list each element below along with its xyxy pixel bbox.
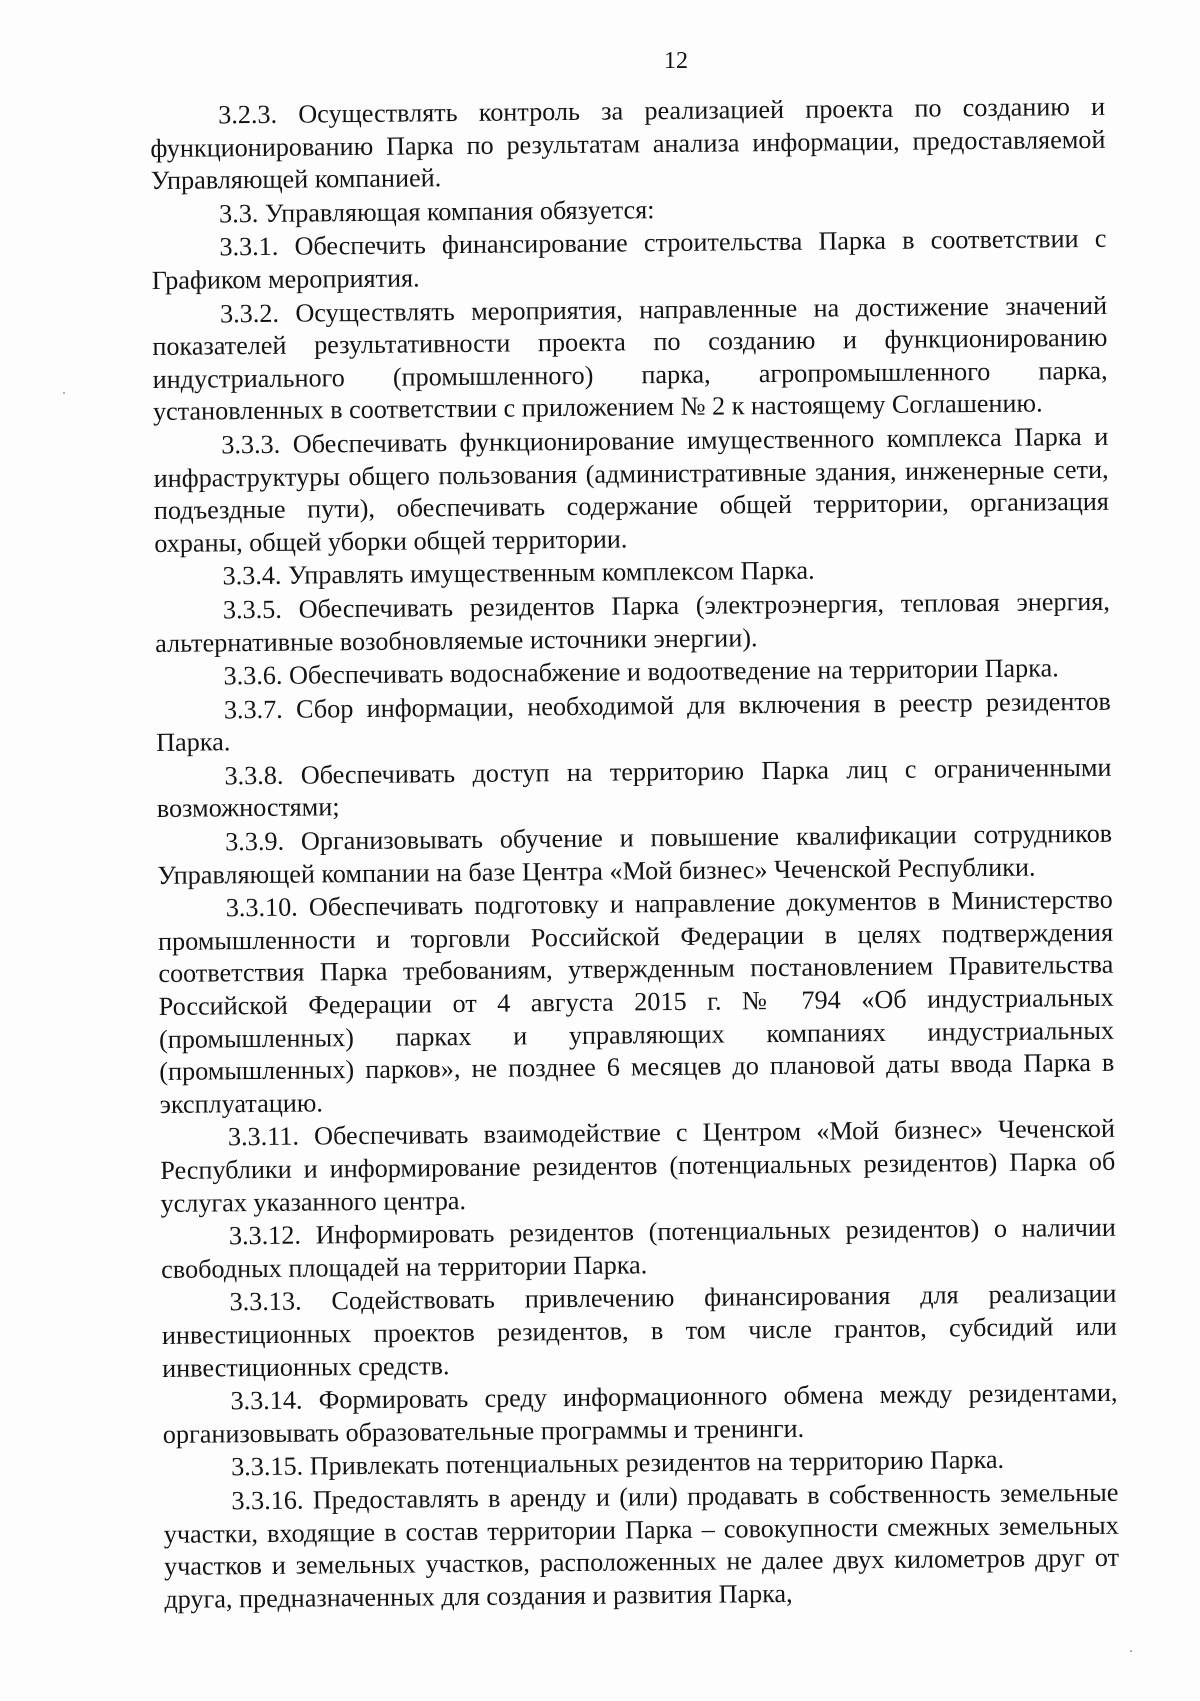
paragraph-3-3-2: 3.3.2. Осуществлять мероприятия, направленные на достижение значений показателей результативности проекта по созданию и функционированию индустриального (промышленного) парка, агропромышленного парка, установленных в соответствии с приложением № 2 к настоящему Соглашению. (152, 290, 1108, 427)
paragraph-3-3-4: 3.3.4. Управлять имущественным комплексом Парка. (222, 555, 815, 591)
paragraph-3-3-15: 3.3.15. Привлекать потенциальных резидентов на территорию Парка. (230, 1445, 1005, 1482)
paragraph-3-3-14: 3.3.14. Формировать среду информационного обмена между резидентами, организовывать образовательные программы и тренинги. (162, 1377, 1118, 1449)
paragraph-3-3-16: 3.3.16. Предоставлять в аренду и (или) продавать в собственность земельные участки, входящие в состав территории Парка – совокупности смежных земельных участков и земельных участков, расположенных не далее двух километров друг от друга, предназначенных для создания и развития Парка, (163, 1477, 1120, 1614)
paragraph-3-3-9: 3.3.9. Организовывать обучение и повышение квалификации сотрудников Управляющей компании на базе Центра «Мой бизнес» Чеченской Республики. (157, 818, 1113, 890)
paragraph-3-3-11: 3.3.11. Обеспечивать взаимодействие с Центром «Мой бизнес» Чеченской Республики и информирование резидентов (потенциальных резидентов) Парка об услугах указанного центра. (160, 1114, 1116, 1218)
paragraph-3-3-7: 3.3.7. Сбор информации, необходимой для включения в реестр резидентов Парка. (156, 686, 1111, 758)
paragraph-3-2-3: 3.2.3. Осуществлять контроль за реализацией проекта по созданию и функционированию Парка по результатам анализа информации, предоставляемой Управляющей компанией. (150, 91, 1106, 196)
paragraph-3-3-8: 3.3.8. Обеспечивать доступ на территорию Парка лиц с ограниченными возможностями; (156, 752, 1112, 824)
page-number: 12 (664, 48, 688, 74)
scan-speck (1130, 1650, 1132, 1652)
paragraph-3-3-10: 3.3.10. Обеспечивать подготовку и направление документов в Министерство промышленности и торговли Российской Федерации в целях подтверждения соответствия Парка требованиям, утвержденным постановлением Правительства Российской Федерации от 4 августа 2015 г. № 794 «Об индустриальных (промышленных) парках и управляющих компаниях индустриальных (промышленных) парков», не позднее 6 месяцев до плановой даты ввода Парка в эксплуатацию. (157, 885, 1115, 1119)
paragraph-3-3-3: 3.3.3. Обеспечивать функционирование имущественного комплекса Парка и инфраструктуры общего пользования (административные здания, инженерные сети, подъездные пути), обеспечивать содержание общей территории, организация охраны, общей уборки общей территории. (153, 421, 1110, 558)
paragraph-3-3-13: 3.3.13. Содействовать привлечению финансирования для реализации инвестиционных проектов резидентов, в том числе грантов, субсидий или инвестиционных средств. (161, 1279, 1117, 1383)
paragraph-3-3-5: 3.3.5. Обеспечивать резидентов Парка (электроэнергия, тепловая энергия, альтернативные возобновляемые источники энергии). (155, 586, 1110, 658)
paragraph-3-3-6: 3.3.6. Обеспечивать водоснабжение и водоотведение на территории Парка. (223, 653, 1059, 691)
paragraph-3-3-12: 3.3.12. Информировать резидентов (потенциальных резидентов) о наличии свободных площадей на территории Парка. (161, 1212, 1117, 1284)
paragraph-3-3-1: 3.3.1. Обеспечить финансирование строительства Парка в соответствии с Графиком мероприятия. (151, 224, 1107, 295)
scan-speck (63, 392, 65, 394)
paragraph-3-3: 3.3. Управляющая компания обязуется: (218, 194, 655, 229)
document-body (150, 91, 1120, 1616)
